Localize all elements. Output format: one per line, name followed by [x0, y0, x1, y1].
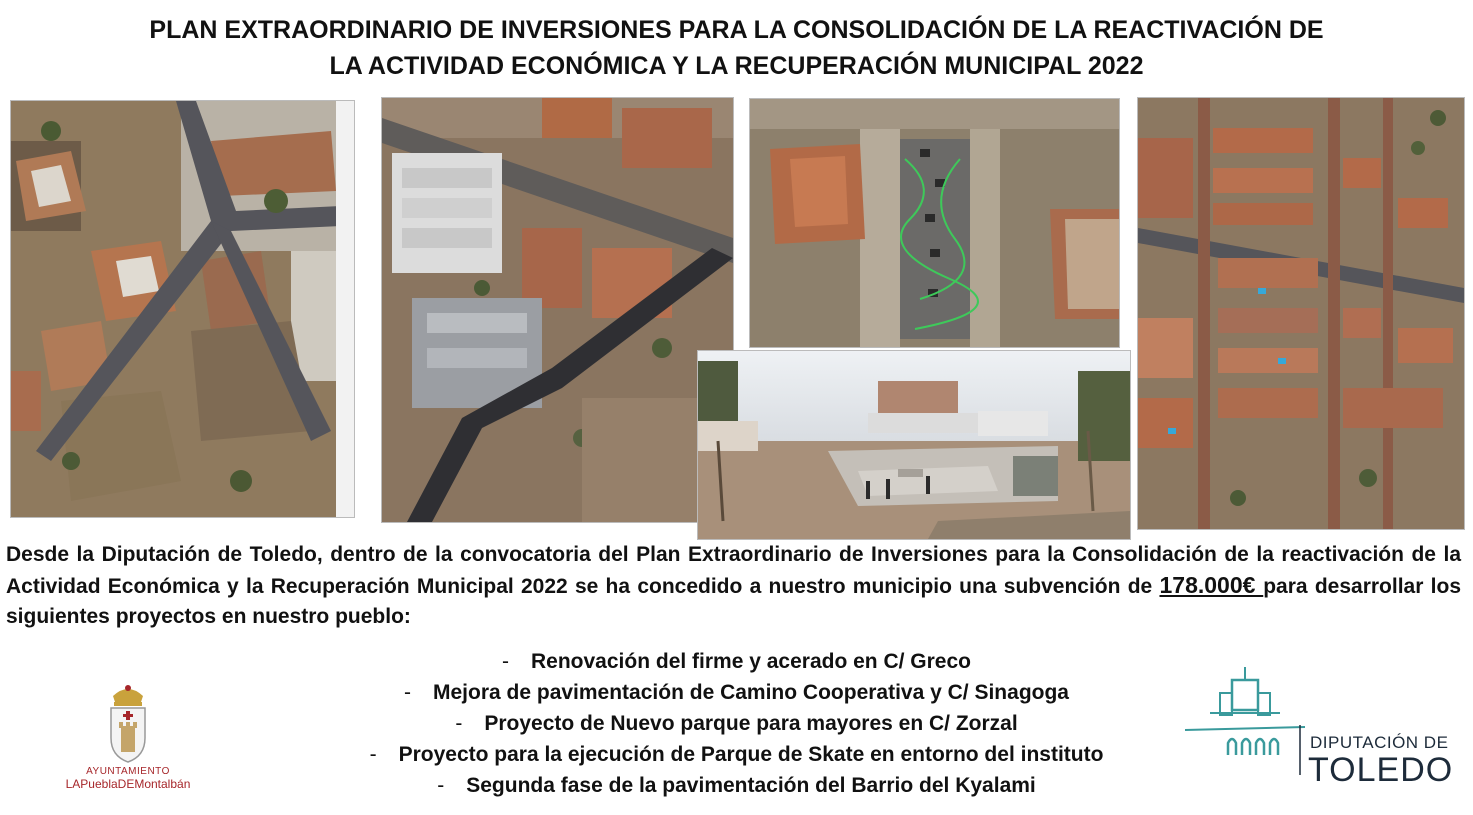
aerial-photo-kyalami	[1137, 97, 1465, 530]
ayuntamiento-logo	[58, 682, 198, 797]
title-line-2: LA ACTIVIDAD ECONÓMICA Y LA RECUPERACIÓN MUNICIPAL 2022	[329, 52, 1144, 80]
project-label: Mejora de pavimentación de Camino Cooperativa y C/ Sinagoga	[433, 681, 1069, 704]
aerial-photo-parque-mayores	[749, 98, 1120, 348]
diputacion-emblem-icon	[1180, 665, 1310, 775]
list-dash: -	[502, 650, 509, 673]
list-dash: -	[404, 681, 411, 704]
body-intro: Desde la Diputación de Toledo, dentro de la convocatoria del Plan Extraordinario de Inversiones para la Consolidación de la reactivación de la Actividad Económica y la Recuperación Municipal 2022 se ha concedido a nuestro municipio una subvención de	[6, 543, 1461, 598]
ayuntamiento-line-1: AYUNTAMIENTO	[86, 766, 170, 777]
aerial-photo-greco	[10, 100, 355, 518]
list-dash: -	[437, 774, 445, 797]
project-label: Proyecto para la ejecución de Parque de Skate en entorno del instituto	[398, 743, 1104, 766]
project-label: Segunda fase de la pavimentación del Barrio del Kyalami	[466, 774, 1036, 797]
project-label: Renovación del firme y acerado en C/ Greco	[531, 650, 971, 673]
list-dash: -	[369, 743, 377, 766]
diputacion-line-2: TOLEDO	[1308, 751, 1454, 789]
subsidy-amount: 178.000€	[1159, 572, 1264, 598]
project-label: Proyecto de Nuevo parque para mayores en C/ Zorzal	[484, 712, 1018, 735]
diputacion-logo	[1180, 665, 1454, 795]
body-paragraph	[6, 540, 1461, 632]
title-line-1: PLAN EXTRAORDINARIO DE INVERSIONES PARA LA CONSOLIDACIÓN DE LA REACTIVACIÓN DE	[149, 16, 1324, 44]
photo-skate-park	[697, 350, 1131, 540]
list-dash: -	[455, 712, 463, 735]
diputacion-line-1: DIPUTACIÓN DE	[1310, 733, 1449, 752]
page-title	[0, 12, 1473, 84]
ayuntamiento-line-2: LAPueblaDEMontalbán	[65, 777, 191, 791]
body-outro: para desarrollar los siguientes proyectos en nuestro pueblo:	[6, 575, 1461, 628]
crest-icon	[103, 682, 153, 764]
aerial-photo-cooperativa	[381, 97, 734, 523]
